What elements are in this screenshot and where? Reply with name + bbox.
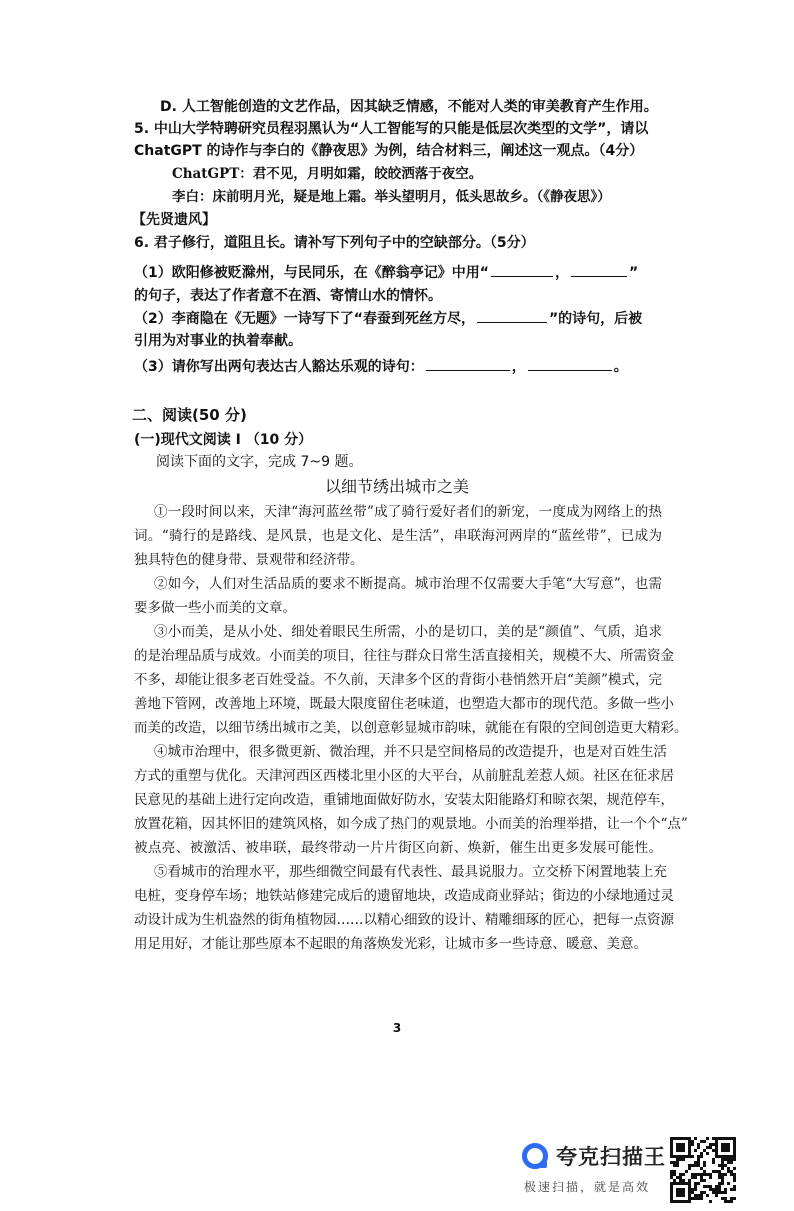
q6-part1-prefix: （1）欧阳修被贬滁州，与民同乐，在《醉翁亭记》中用“: [134, 265, 489, 281]
answer-blank-5[interactable]: [528, 356, 612, 371]
article-line: 的是治理品质与成效。小而美的项目，往往与群众日常生活直接相关，规模不大、所需资金: [134, 648, 674, 664]
article-line: 词。“骑行的是路线、是风景，也是文化、是生活”，串联海河两岸的“蓝丝带”，已成为: [134, 528, 662, 544]
answer-blank-3[interactable]: [477, 308, 547, 323]
article-line: 民意见的基础上进行定向改造，重铺地面做好防水，安装太阳能路灯和晾衣架，规范停车，: [134, 792, 674, 808]
article-line: ③小而美，是从小处、细处着眼民生所需，小的是切口，美的是“颜值”、气质，追求: [154, 624, 662, 640]
article-line: ②如今，人们对生活品质的要求不断提高。城市治理不仅需要大手笔“大写意”，也需: [154, 576, 662, 592]
q6-part1-separator: ，: [554, 265, 569, 281]
article-line: ①一段时间以来，天津“海河蓝丝带”成了骑行爱好者们的新宠，一度成为网络上的热: [154, 504, 662, 520]
article-line: ⑤看城市的治理水平，那些细微空间最有代表性、最具说服力。立交桥下闲置地装上充: [154, 864, 667, 880]
article-title: 以细节绣出城市之美: [324, 477, 469, 496]
watermark-brand-name: 夸克扫描王: [556, 1145, 666, 1169]
q6-part3-separator: ，: [511, 359, 526, 375]
article-line: 方式的重塑与优化。天津河西区西楼北里小区的大平台，从前脏乱差惹人烦。社区在征求居: [134, 768, 674, 784]
q6-part3-prefix: （3）请你写出两句表达古人豁达乐观的诗句：: [134, 359, 424, 375]
watermark-slogan: 极速扫描，就是高效: [524, 1180, 651, 1194]
q4-option-d: D. 人工智能创造的文艺作品，因其缺乏情感，不能对人类的审美教育产生作用。: [160, 99, 658, 115]
article-line: 独具特色的健身带、景观带和经济带。: [134, 552, 364, 568]
section-tag: 【先贤遗风】: [132, 212, 216, 228]
q6-part1-suffix: ”: [628, 265, 639, 281]
article-line: 用足用好，才能让那些原本不起眼的角落焕发光彩，让城市多一些诗意、暖意、美意。: [134, 936, 647, 952]
scanner-watermark: [522, 1140, 670, 1200]
article-line: 而美的改造，以细节绣出城市之美，以创意彰显城市韵味，就能在有限的空间创造更大精彩。: [134, 720, 688, 736]
q5-stem-line2: ChatGPT 的诗作与李白的《静夜思》为例，结合材料三，阐述这一观点。（4分）: [134, 143, 644, 159]
quark-logo-icon: [522, 1143, 548, 1169]
qr-code-icon: [670, 1137, 736, 1203]
article-line: 善地下管网，改善地上环境，既最大限度留住老味道，也塑造大都市的现代范。多做一些小: [134, 696, 674, 712]
part2-subheading: (一)现代文阅读 I （10 分）: [134, 432, 313, 448]
article-line: 电桩，变身停车场；地铁站修建完成后的遗留地块，改造成商业驿站；街边的小绿地通过灵: [134, 888, 674, 904]
q6-part1-line2: 的句子，表达了作者意不在酒、寄情山水的情怀。: [134, 288, 442, 304]
q6-stem: 6. 君子修行，道阻且长。请补写下列句子中的空缺部分。（5分）: [134, 235, 535, 251]
article-line: 动设计成为生机盎然的街角植物园……以精心细致的设计、精雕细琢的匠心，把每一点资源: [134, 912, 674, 928]
answer-blank-2[interactable]: [571, 262, 627, 277]
q6-part2: [134, 308, 642, 329]
q6-part2-prefix: （2）李商隐在《无题》一诗写下了“春蚕到死丝方尽，: [134, 311, 475, 327]
q6-part1: [134, 262, 638, 283]
q6-part3-suffix: 。: [613, 359, 628, 375]
q5-chatgpt-poem: ChatGPT：君不见，月明如霜，皎皎洒落于夜空。: [172, 166, 483, 182]
article-line: 被点亮、被激活、被串联，最终带动一片片街区向新、焕新，催生出更多发展可能性。: [134, 840, 662, 856]
watermark-brand: [522, 1140, 666, 1172]
page-number: 3: [392, 1021, 402, 1035]
answer-blank-4[interactable]: [426, 356, 510, 371]
article-line: ④城市治理中，很多微更新、微治理，并不只是空间格局的改造提升，也是对百姓生活: [154, 744, 667, 760]
reading-instruction: 阅读下面的文字，完成 7~9 题。: [156, 454, 363, 470]
article-line: 放置花箱，因其怀旧的建筑风格，如今成了热门的观景地。小而美的治理举措，让一个个“点”: [134, 816, 688, 832]
part2-heading: 二、阅读(50 分): [132, 406, 247, 424]
q5-libai-poem: 李白：床前明月光，疑是地上霜。举头望明月，低头思故乡。（《静夜思》）: [172, 189, 611, 205]
article-line: 不多，却能让很多老百姓受益。不久前，天津多个区的背街小巷悄然开启“美颜”模式，完: [134, 672, 662, 688]
answer-blank-1[interactable]: [491, 262, 553, 277]
q5-stem-line1: 5. 中山大学特聘研究员程羽黑认为“人工智能写的只能是低层次类型的文学”，请以: [134, 121, 649, 137]
q6-part2-suffix: ”的诗句，后被: [548, 311, 643, 327]
article-line: 要多做一些小而美的文章。: [134, 600, 296, 616]
q6-part3: [134, 356, 628, 377]
q6-part2-line2: 引用为对事业的执着奉献。: [134, 333, 302, 349]
